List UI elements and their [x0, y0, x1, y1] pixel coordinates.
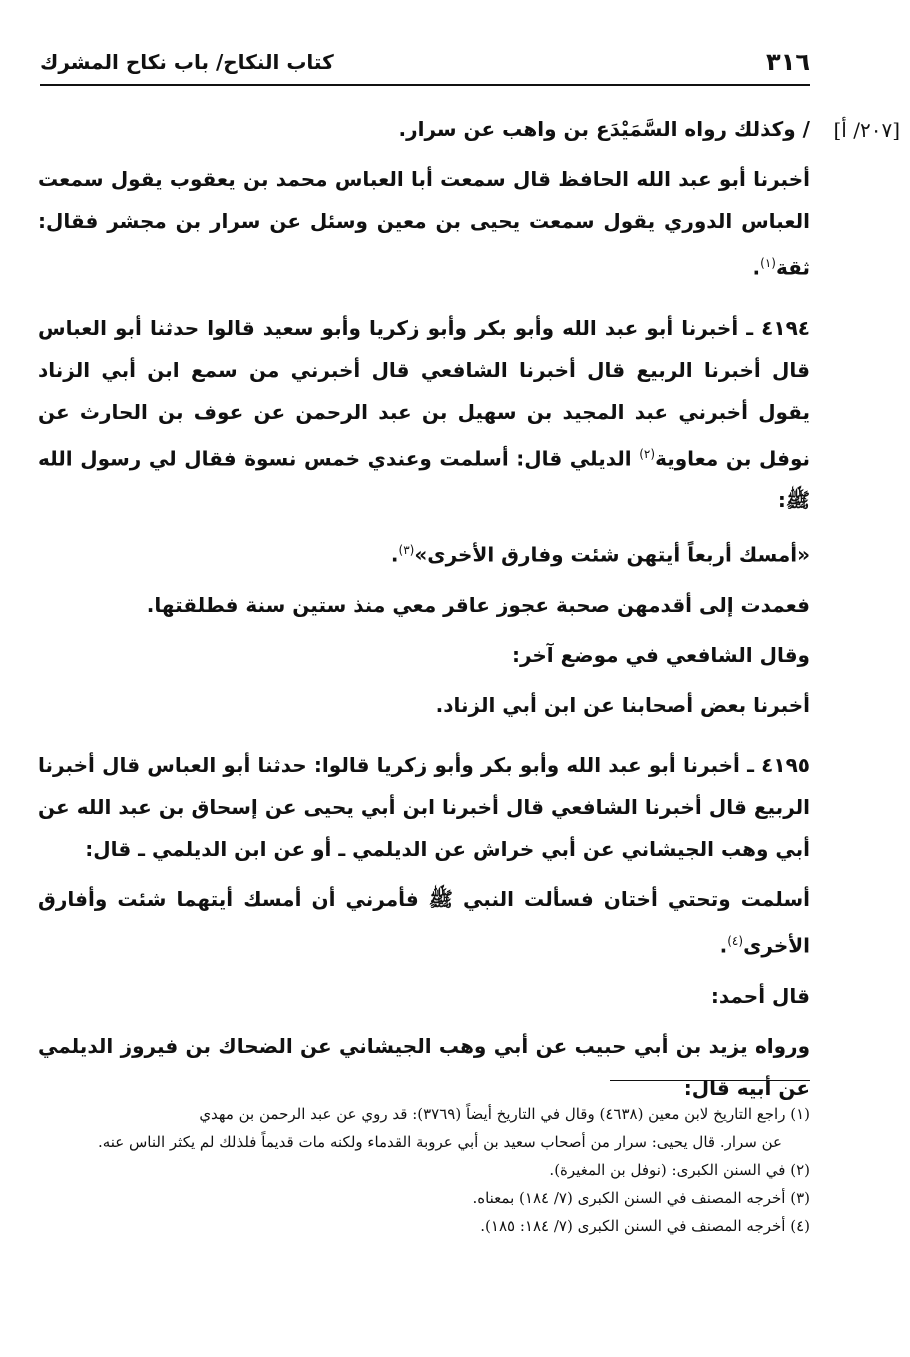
- footnote-marker: (٤): [727, 933, 744, 948]
- paragraph-text: الديلي قال: أسلمت وعندي خمس نسوة فقال لي رسول الله ﷺ:: [38, 446, 810, 513]
- paragraph: [38, 529, 810, 576]
- paragraph: [38, 108, 810, 150]
- paragraph-text: / وكذلك رواه السَّمَيْدَع بن واهب عن سرار.: [398, 117, 810, 141]
- page-header: [40, 40, 810, 86]
- paragraph-text: وقال الشافعي في موضع آخر:: [511, 642, 810, 667]
- paragraph-text: «أمسك أربعاً أيتهن شئت وفارق الأخرى»: [414, 542, 810, 567]
- hadith-entry: [38, 744, 810, 870]
- paragraph-text: ـ أخبرنا أبو عبد الله وأبو بكر وأبو زكريا وأبو سعيد قالوا حدثنا أبو العباس قال أخبرنا الربيع قال أخبرنا الشافعي قال أخبرني من سمع ابن أبي الزناد يقول أخبرني عبد المجيد بن سهيل بن عبد الرحمن عن عوف بن الحارث عن نوفل بن معاوية: [38, 315, 810, 471]
- paragraph: [38, 878, 810, 967]
- hadith-number: ٤١٩٤: [761, 315, 810, 340]
- hadith-entry: [38, 307, 810, 522]
- footnote-marker: (٢): [639, 446, 656, 461]
- paragraph-text: .: [719, 933, 728, 958]
- paragraph-text: ـ أخبرنا أبو عبد الله وأبو بكر وأبو زكريا قالوا: حدثنا أبو العباس قال أخبرنا الربيع قال أخبرنا الشافعي قال أخبرنا ابن أبي يحيى عن إسحاق بن عبد الله عن أبي وهب الجيشاني عن أبي خراش عن الديلمي ـ أو عن ابن الديلمي ـ قال:: [38, 752, 810, 861]
- paragraph-text: .: [752, 255, 761, 280]
- paragraph: [38, 684, 810, 726]
- paragraph: [38, 158, 810, 289]
- footnote-separator: [610, 1080, 810, 1081]
- footnote: [38, 1100, 810, 1128]
- paragraph: [38, 975, 810, 1017]
- footnotes: [38, 1100, 810, 1240]
- paragraph-text: أخبرنا بعض أصحابنا عن ابن أبي الزناد.: [435, 692, 810, 717]
- paragraph-text: فعمدت إلى أقدمهن صحبة عجوز عاقر معي منذ ستين سنة فطلقتها.: [146, 592, 810, 617]
- hadith-number: ٤١٩٥: [761, 752, 810, 777]
- main-text: [38, 108, 810, 1109]
- footnote: [38, 1156, 810, 1184]
- paragraph-text: أخبرنا أبو عبد الله الحافظ قال سمعت أبا العباس محمد بن يعقوب يقول سمعت العباس الدوري يقول سمعت يحيى بن معين وسئل عن سرار بن مجشر فقال: ثقة: [38, 167, 810, 280]
- paragraph-text: .: [390, 542, 399, 567]
- running-title: كتاب النكاح/ باب نكاح المشرك: [40, 50, 334, 74]
- footnote-marker: (١): [760, 256, 776, 270]
- footnote-text: (٣) أخرجه المصنف في السنن الكبرى (٧/ ١٨٤) بمعناه.: [472, 1189, 810, 1207]
- paragraph-text: قال أحمد:: [710, 983, 810, 1008]
- page-number: ٣١٦: [766, 48, 810, 76]
- footnote-marker: (٣): [398, 543, 415, 558]
- paragraph-text: ورواه يزيد بن أبي حبيب عن أبي وهب الجيشاني عن الضحاك بن فيروز الديلمي عن أبيه قال:: [38, 1033, 810, 1100]
- paragraph: [38, 584, 810, 626]
- paragraph-text: أسلمت وتحتي أختان فسألت النبي ﷺ فأمرني أن أمسك أيتهما شئت وأفارق الأخرى: [38, 886, 810, 958]
- paragraph: [38, 634, 810, 676]
- footnote-text: (٢) في السنن الكبرى: (نوفل بن المغيرة).: [549, 1161, 810, 1179]
- footnote: [38, 1128, 810, 1156]
- footnote-text: (١) راجع التاريخ لابن معين (٤٦٣٨) وقال في التاريخ أيضاً (٣٧٦٩): قد روي عن عبد الرحمن بن مهدي: [199, 1105, 810, 1123]
- paragraph: [38, 1025, 810, 1109]
- footnote-text: عن سرار. قال يحيى: سرار من أصحاب سعيد بن أبي عروبة القدماء ولكنه مات قديماً فلذلك لم يكثر الناس عنه.: [97, 1133, 782, 1151]
- footnote: [38, 1184, 810, 1212]
- footnote: [38, 1212, 810, 1240]
- manuscript-folio-ref: [٢٠٧/ أ]: [833, 118, 900, 142]
- footnote-text: (٤) أخرجه المصنف في السنن الكبرى (٧/ ١٨٤: ١٨٥).: [480, 1217, 810, 1235]
